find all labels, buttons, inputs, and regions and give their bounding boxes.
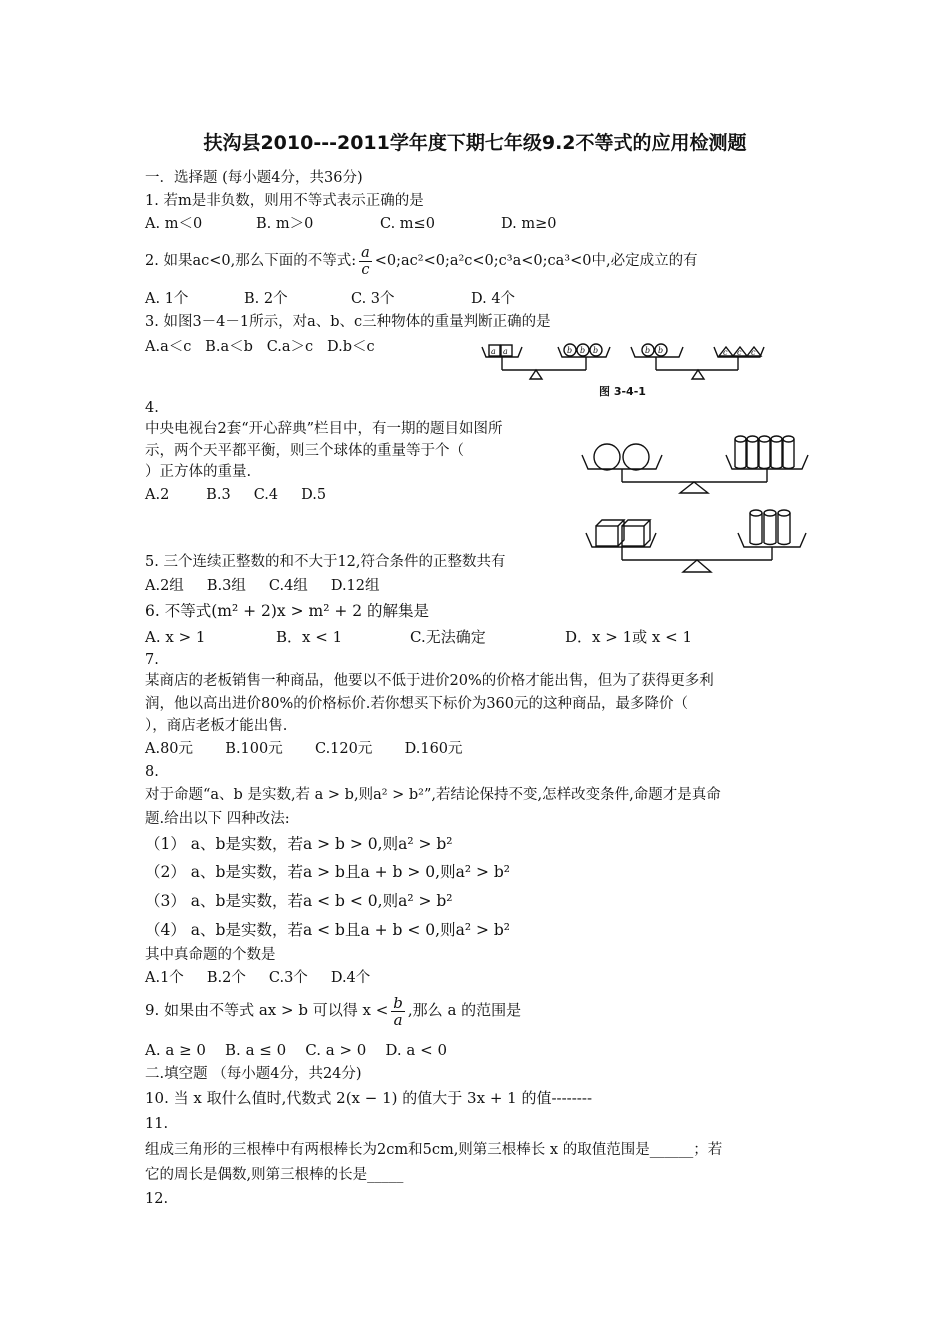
question-3-options: A.a＜c B.a＜b C.a＞c D.b＜c — [145, 339, 375, 355]
svg-text:b: b — [580, 346, 586, 355]
question-7-line-3: ），商店老板才能出售. — [145, 718, 288, 734]
option-c: C. m≤0 — [380, 216, 435, 232]
question-4-line-2: 示，两个天平都平衡，则三个球体的重量等于个（ — [145, 443, 464, 459]
svg-text:a: a — [491, 347, 496, 356]
option-b: B. 2个 — [244, 291, 288, 307]
option-b: B. m＞0 — [256, 216, 314, 232]
question-8-options: A.1个 B.2个 C.3个 D.4个 — [145, 970, 371, 986]
question-11-line-1: 组成三角形的三根棒中有两根棒长为2cm和5cm,则第三根棒长 x 的取值范围是______；若 — [145, 1142, 723, 1158]
option-a: A. x > 1 — [145, 628, 206, 646]
question-8-item-1: （1） a、b是实数，若a > b > 0,则a² > b² — [145, 835, 453, 853]
question-11-line-2: 它的周长是偶数,则第三根棒的长是_____ — [145, 1167, 404, 1183]
question-1-options — [145, 214, 556, 234]
question-4-line-1: 中央电视台2套“开心辞典”栏目中，有一期的题目如图所 — [145, 421, 503, 437]
page-title: 扶沟县2010---2011学年度下期七年级9.2不等式的应用检测题 — [203, 132, 747, 154]
question-6-options — [145, 627, 692, 647]
fraction-denominator: c — [361, 261, 370, 278]
section-choice-heading: 一．选择题 (每小题4分，共36分) — [145, 170, 363, 186]
question-7-line-1: 某商店的老板销售一种商品，他要以不低于进价20%的价格才能出售，但为了获得更多利 — [145, 673, 714, 689]
svg-text:c: c — [723, 348, 728, 357]
question-1-stem: 1. 若m是非负数，则用不等式表示正确的是 — [145, 193, 424, 209]
svg-text:c: c — [737, 348, 742, 357]
option-a: A. 1个 — [145, 291, 189, 307]
question-8-item-2: （2） a、b是实数，若a > b且a + b > 0,则a² > b² — [145, 863, 511, 881]
question-4-number: 4. — [145, 400, 159, 416]
option-d: D. m≥0 — [501, 216, 557, 232]
fraction-numerator: b — [393, 993, 403, 1012]
balance-spheres-cubes-figure — [578, 425, 810, 577]
question-8-item-4: （4） a、b是实数，若a < b且a + b < 0,则a² > b² — [145, 921, 511, 939]
question-6-stem: 6. 不等式(m² + 2)x > m² + 2 的解集是 — [145, 602, 430, 620]
question-11-number: 11. — [145, 1116, 169, 1132]
svg-text:b: b — [567, 346, 573, 355]
question-9-stem — [145, 990, 521, 1030]
fraction-a-over-c — [359, 245, 372, 278]
svg-text:a: a — [503, 347, 508, 356]
question-9-post: ,那么 a 的范围是 — [407, 1001, 522, 1019]
question-5-options: A.2组 B.3组 C.4组 D.12组 — [145, 578, 380, 594]
question-2-stem — [145, 242, 698, 280]
fraction-numerator: a — [361, 244, 370, 261]
option-d: D．x > 1或 x < 1 — [565, 628, 693, 646]
question-7-options: A.80元 B.100元 C.120元 D.160元 — [145, 741, 463, 757]
question-8-number: 8. — [145, 764, 159, 780]
question-2-options — [145, 289, 515, 309]
option-c: C.无法确定 — [410, 628, 486, 646]
question-2-post: <0;ac²<0;a²c<0;c³a<0;ca³<0中,必定成立的有 — [374, 253, 698, 269]
balance-scales-figure — [476, 337, 788, 403]
svg-text:b: b — [593, 346, 599, 355]
question-3-stem: 3. 如图3－4－1所示，对a、b、c三种物体的重量判断正确的是 — [145, 314, 551, 330]
question-8-tail: 其中真命题的个数是 — [145, 947, 276, 963]
svg-text:b: b — [645, 346, 651, 355]
question-8-line-1: 对于命题“a、b 是实数,若 a > b,则a² > b²”,若结论保持不变,怎样改变条件,命题才是真命 — [145, 787, 721, 803]
question-9-options: A. a ≥ 0 B. a ≤ 0 C. a > 0 D. a < 0 — [145, 1041, 448, 1059]
question-12-number: 12. — [145, 1191, 169, 1207]
option-d: D. 4个 — [471, 291, 516, 307]
option-c: C. 3个 — [351, 291, 395, 307]
option-b: B．x < 1 — [276, 628, 343, 646]
figure-caption: 图 3-4-1 — [599, 385, 646, 398]
svg-text:c: c — [751, 348, 756, 357]
section-fill-heading: 二.填空题 （每小题4分，共24分) — [145, 1066, 362, 1082]
question-4-line-3: ）正方体的重量. — [145, 464, 252, 480]
question-5-stem: 5. 三个连续正整数的和不大于12,符合条件的正整数共有 — [145, 554, 506, 570]
question-7-line-2: 润，他以高出进价80%的价格标价.若你想买下标价为360元的这种商品，最多降价（ — [145, 696, 689, 712]
question-9-pre: 9. 如果由不等式 ax > b 可以得 x < — [145, 1001, 389, 1019]
fraction-b-over-a — [391, 995, 405, 1028]
question-4-options: A.2 B.3 C.4 D.5 — [145, 487, 327, 503]
question-10: 10. 当 x 取什么值时,代数式 2(x − 1) 的值大于 3x + 1 的值-------- — [145, 1089, 593, 1107]
fraction-denominator: a — [393, 1010, 403, 1029]
question-8-item-3: （3） a、b是实数，若a < b < 0,则a² > b² — [145, 892, 453, 910]
svg-text:b: b — [658, 346, 664, 355]
question-8-line-2: 题.给出以下 四种改法: — [145, 811, 290, 827]
question-2-pre: 2. 如果ac<0,那么下面的不等式: — [145, 253, 357, 269]
question-7-number: 7. — [145, 652, 159, 668]
option-a: A. m＜0 — [145, 216, 203, 232]
